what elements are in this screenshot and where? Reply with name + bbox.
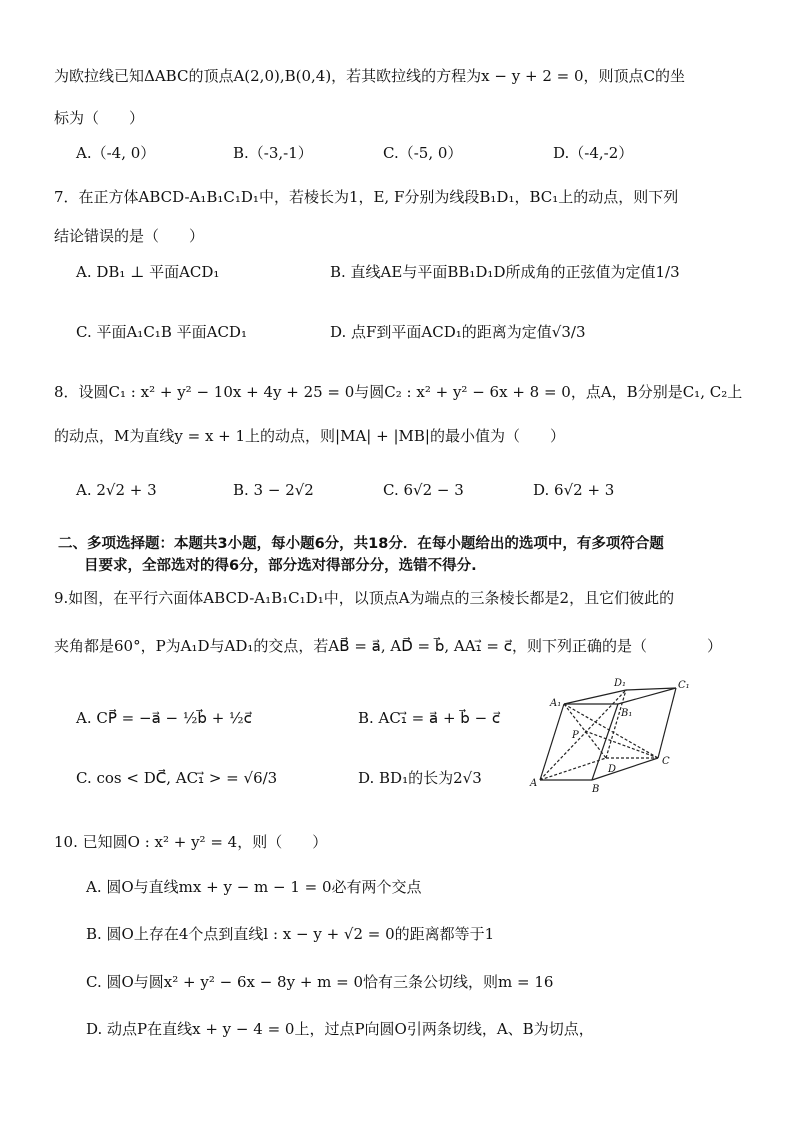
q10-option-a: A. 圆O与直线mx + y − m − 1 = 0必有两个交点	[86, 878, 422, 896]
q6-stem-line1: 为欧拉线已知ΔABC的顶点A(2,0),B(0,4)，若其欧拉线的方程为x − y + 2 = 0，则顶点C的坐	[54, 67, 685, 85]
q9-stem-line2: 夹角都是60°，P为A₁D与AD₁的交点，若AB⃗ = a⃗, AD⃗ = b⃗, AA₁⃗ = c⃗，则下列正确的是（ ）	[54, 637, 722, 655]
q7-stem-line1: 7．在正方体ABCD-A₁B₁C₁D₁中，若棱长为1，E, F分别为线段B₁D₁，BC₁上的动点，则下列	[54, 188, 679, 206]
figure-label-a: A	[530, 778, 538, 789]
q10-stem: 10. 已知圆O : x² + y² = 4，则（ ）	[54, 833, 328, 851]
q7-option-c: C. 平面A₁C₁B 平面ACD₁	[76, 323, 247, 341]
q6-option-c: C.（-5, 0）	[383, 144, 463, 162]
q6-option-a: A.（-4, 0）	[76, 144, 156, 162]
figure-label-a1: A₁	[550, 698, 562, 709]
q8-option-b: B. 3 − 2√2	[233, 481, 314, 499]
q8-option-a: A. 2√2 + 3	[76, 481, 157, 499]
q9-option-c: C. cos < DC⃗, AC₁⃗ > = √6/3	[76, 769, 278, 787]
figure-label-p: P	[572, 730, 579, 741]
q10-option-b: B. 圆O上存在4个点到直线l : x − y + √2 = 0的距离都等于1	[86, 925, 495, 943]
q8-stem-line2: 的动点，M为直线y = x + 1上的动点，则|MA| + |MB|的最小值为（ ）	[54, 427, 565, 445]
parallelepiped-figure	[528, 676, 688, 794]
section2-heading-line1: 二、多项选择题：本题共3小题，每小题6分，共18分．在每小题给出的选项中，有多项符合题	[58, 536, 664, 552]
figure-label-c1: C₁	[678, 680, 690, 691]
q9-option-d: D. BD₁的长为2√3	[358, 769, 482, 787]
figure-label-c: C	[662, 756, 670, 767]
q9-stem-line1: 9.如图，在平行六面体ABCD-A₁B₁C₁D₁中，以顶点A为端点的三条棱长都是2，且它们彼此的	[54, 589, 675, 607]
q10-option-c: C. 圆O与圆x² + y² − 6x − 8y + m = 0恰有三条公切线，则m = 16	[86, 973, 554, 991]
q7-option-b: B. 直线AE与平面BB₁D₁D所成角的正弦值为定值1/3	[330, 263, 680, 281]
q9-option-b: B. AC₁⃗ = a⃗ + b⃗ − c⃗	[358, 709, 501, 727]
q7-option-a: A. DB₁ ⊥ 平面ACD₁	[76, 263, 220, 281]
figure-label-b1: B₁	[621, 708, 633, 719]
q8-stem-line1: 8．设圆C₁ : x² + y² − 10x + 4y + 25 = 0与圆C₂ : x² + y² − 6x + 8 = 0，点A，B分别是C₁, C₂上	[54, 383, 743, 401]
figure-label-d: D	[608, 764, 617, 775]
figure-label-d1: D₁	[614, 678, 627, 689]
q6-option-d: D.（-4,-2）	[553, 144, 634, 162]
q6-option-b: B.（-3,-1）	[233, 144, 313, 162]
q10-option-d: D. 动点P在直线x + y − 4 = 0上，过点P向圆O引两条切线，A、B为切点，	[86, 1020, 594, 1038]
q7-option-d: D. 点F到平面ACD₁的距离为定值√3/3	[330, 323, 586, 341]
q7-stem-line2: 结论错误的是（ ）	[54, 227, 205, 245]
figure-label-b: B	[592, 784, 600, 795]
q9-option-a: A. CP⃗ = −a⃗ − ½b⃗ + ½c⃗	[76, 709, 252, 727]
q8-option-c: C. 6√2 − 3	[383, 481, 464, 499]
section2-heading-line2: 目要求，全部选对的得6分，部分选对得部分分，选错不得分.	[84, 558, 477, 574]
q6-stem-line2: 标为（ ）	[54, 109, 145, 127]
q8-option-d: D. 6√2 + 3	[533, 481, 615, 499]
